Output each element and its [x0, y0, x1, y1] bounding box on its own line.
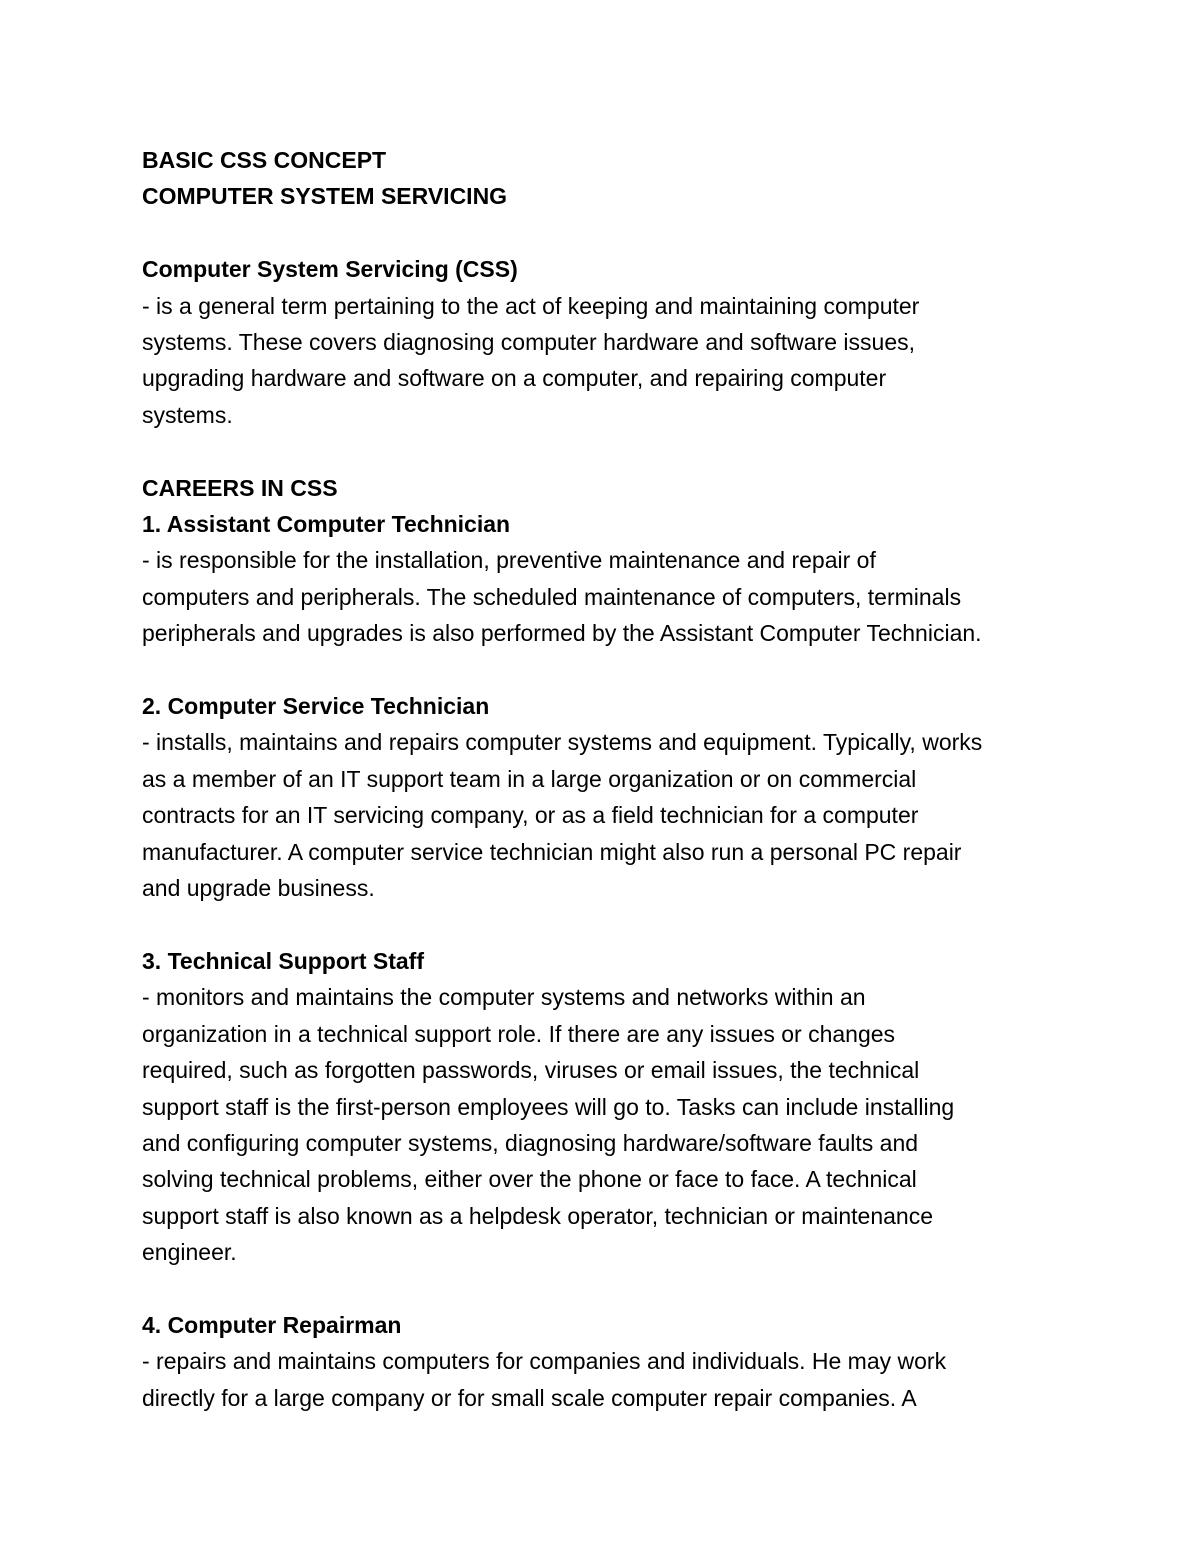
spacer — [142, 652, 1072, 688]
career-description-line: manufacturer. A computer service technician might also run a personal PC repair — [142, 838, 962, 865]
career-description-line: engineer. — [142, 1239, 237, 1266]
definition-line: systems. — [142, 401, 233, 428]
career-description-line: peripherals and upgrades is also performed by the Assistant Computer Technician. — [142, 620, 982, 647]
definition-line: upgrading hardware and software on a computer, and repairing computer — [142, 365, 887, 392]
career-item-technical-support-staff — [142, 943, 1072, 1271]
document-page — [142, 142, 1072, 1416]
career-description-line: - repairs and maintains computers for companies and individuals. He may work — [142, 1348, 947, 1375]
document-title: BASIC CSS CONCEPT — [142, 147, 387, 173]
career-title: 2. Computer Service Technician — [142, 693, 490, 720]
spacer — [142, 906, 1072, 942]
career-description-line: - installs, maintains and repairs computer systems and equipment. Typically, works — [142, 729, 983, 756]
spacer — [142, 1271, 1072, 1307]
career-title: 3. Technical Support Staff — [142, 947, 424, 974]
career-description-line: computers and peripherals. The scheduled maintenance of computers, terminals — [142, 583, 962, 610]
career-item-computer-service-technician — [142, 688, 1072, 906]
career-item-assistant-computer-technician — [142, 506, 1072, 652]
career-description-line: support staff is the first-person employees will go to. Tasks can include installing — [142, 1093, 955, 1120]
definition-line: systems. These covers diagnosing computer hardware and software issues, — [142, 329, 916, 356]
career-description-line: and upgrade business. — [142, 875, 375, 902]
definition-line: - is a general term pertaining to the act of keeping and maintaining computer — [142, 292, 920, 319]
career-description-line: contracts for an IT servicing company, or as a field technician for a computer — [142, 802, 919, 829]
career-description-line: and configuring computer systems, diagnosing hardware/software faults and — [142, 1129, 919, 1156]
definition-section — [142, 251, 1072, 433]
spacer — [142, 433, 1072, 469]
career-item-computer-repairman — [142, 1307, 1072, 1416]
career-description-line: solving technical problems, either over the phone or face to face. A technical — [142, 1166, 917, 1193]
spacer — [142, 215, 1072, 251]
career-description-line: as a member of an IT support team in a large organization or on commercial — [142, 765, 917, 792]
career-description-line: - monitors and maintains the computer systems and networks within an — [142, 984, 866, 1011]
careers-section — [142, 470, 1072, 1417]
career-title: 4. Computer Repairman — [142, 1311, 402, 1338]
career-description-line: directly for a large company or for small scale computer repair companies. A — [142, 1384, 917, 1411]
career-description-line: support staff is also known as a helpdesk operator, technician or maintenance — [142, 1202, 933, 1229]
career-description-line: required, such as forgotten passwords, viruses or email issues, the technical — [142, 1057, 920, 1084]
career-description-line: - is responsible for the installation, preventive maintenance and repair of — [142, 547, 876, 574]
career-description-line: organization in a technical support role. If there are any issues or changes — [142, 1020, 896, 1047]
careers-heading: CAREERS IN CSS — [142, 474, 338, 501]
career-title: 1. Assistant Computer Technician — [142, 511, 511, 538]
document-subtitle: COMPUTER SYSTEM SERVICING — [142, 183, 508, 210]
definition-heading: Computer System Servicing (CSS) — [142, 256, 518, 283]
